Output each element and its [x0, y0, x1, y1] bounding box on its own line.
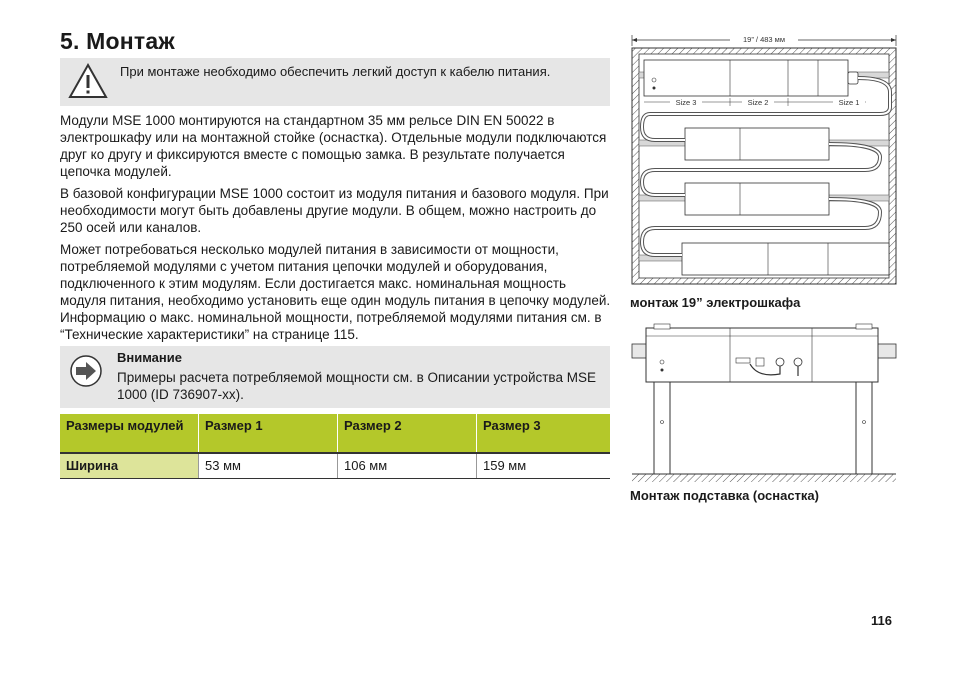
size-label-1: Size 1: [838, 98, 860, 107]
stand-mounting-figure: [630, 320, 898, 485]
page-number: 116: [871, 613, 892, 628]
size-label-2: Size 2: [747, 98, 769, 107]
cabinet-caption: монтаж 19” электрошкафа: [630, 295, 801, 310]
attention-title: Внимание: [117, 350, 182, 365]
table-header-row: [60, 414, 610, 453]
table-header-cell: Размер 3: [477, 414, 611, 453]
table-cell: 53 мм: [199, 453, 338, 479]
table-cell: 106 мм: [338, 453, 477, 479]
page-title: 5. Монтаж: [60, 28, 175, 54]
table-cell: Ширина: [60, 453, 199, 479]
module-size-table: [60, 414, 610, 479]
cabinet-mounting-figure: [630, 32, 898, 290]
size-label-3: Size 3: [675, 98, 697, 107]
warning-text: При монтаже необходимо обеспечить легкий доступ к кабелю питания.: [120, 64, 551, 79]
warning-note: [60, 58, 610, 106]
body-text: [60, 112, 612, 348]
paragraph-2: В базовой конфигурации MSE 1000 состоит из модуля питания и базового модуля. При необходимости могут быть добавлены другие модули. В общем, можно настроить до 250 осей или каналов.: [60, 186, 609, 235]
paragraph-3: Может потребоваться несколько модулей питания в зависимости от мощности, потребляемой модулями с учетом питания цепочки модулей и оборудования, подключенного к этим модулям. Если достигается макс. номинальная мощность модуля питания, необходимо установить еще один модуль питания в цепочку модулей. Информацию о макс. номинальной мощности, потребляемой модулями питания см. в “Технические характеристики” на странице 115.: [60, 242, 611, 342]
attention-note: [60, 346, 610, 408]
table-header-cell: Размер 1: [199, 414, 338, 453]
table-cell: 159 мм: [477, 453, 611, 479]
paragraph-1: Модули MSE 1000 монтируются на стандартном 35 мм рельсе DIN EN 50022 в электрошкафу или на монтажной стойке (оснастка). Отдельные модули подключаются друг ко другу и фиксируются вместе с помощью замка. В результате получается цепочка модулей.: [60, 113, 607, 179]
arrow-right-circle-icon: [69, 354, 103, 388]
table-row: [60, 453, 610, 479]
dimension-label: 19” / 483 мм: [742, 35, 786, 44]
attention-text: Примеры расчета потребляемой мощности см. в Описании устройства MSE 1000 (ID 736907-xx).: [117, 370, 596, 402]
stand-caption: Монтаж подставка (оснастка): [630, 488, 819, 503]
table-header-cell: Размеры модулей: [60, 414, 199, 453]
table-header-cell: Размер 2: [338, 414, 477, 453]
warning-triangle-icon: [68, 62, 108, 100]
